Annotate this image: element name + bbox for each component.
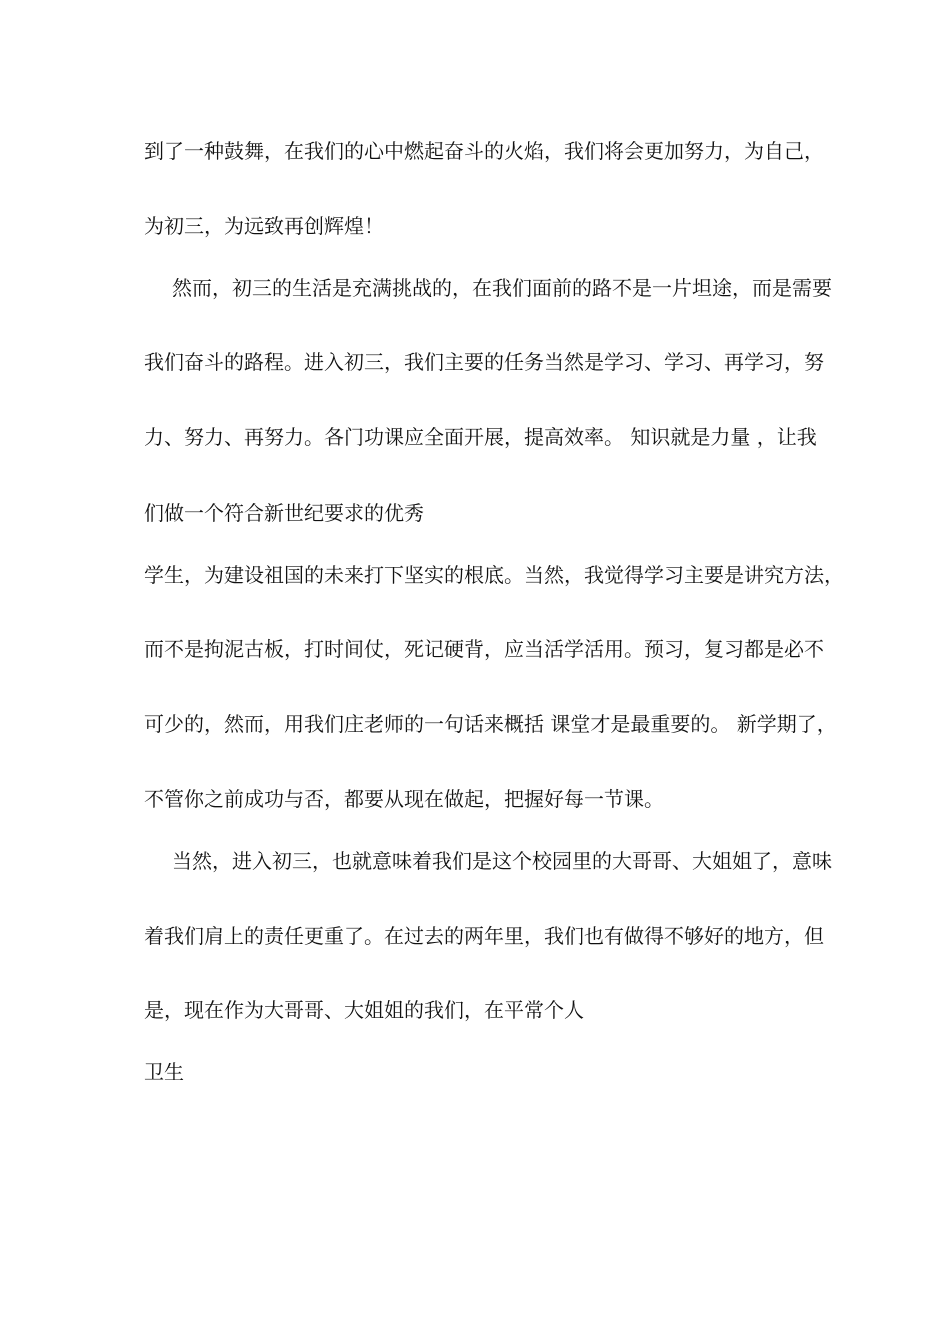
text-line-2: 为初三，为远致再创辉煌！ [144,214,384,238]
text-line-9: 可少的，然而，用我们庄老师的一句话来概括 课堂才是最重要的。 新学期了， [144,712,837,736]
text-line-1: 到了一种鼓舞，在我们的心中燃起奋斗的火焰，我们将会更加努力，为自己， [144,139,824,163]
text-line-8: 而不是拘泥古板，打时间仗，死记硬背，应当活学活用。预习，复习都是必不 [144,637,824,661]
text-line-14: 卫生 [144,1060,184,1084]
text-line-13: 是，现在作为大哥哥、大姐姐的我们，在平常个人 [144,998,584,1022]
paragraph-start-line-11: 当然，进入初三，也就意味着我们是这个校园里的大哥哥、大姐姐了，意味 [172,849,832,873]
text-line-6: 们做一个符合新世纪要求的优秀 [144,501,424,525]
text-line-12: 着我们肩上的责任更重了。在过去的两年里，我们也有做得不够好的地方，但 [144,924,824,948]
text-line-5: 力、努力、再努力。各门功课应全面开展，提高效率。 知识就是力量 ，让我 [144,425,817,449]
paragraph-start-line-3: 然而，初三的生活是充满挑战的，在我们面前的路不是一片坦途，而是需要 [172,276,832,300]
text-line-4: 我们奋斗的路程。进入初三，我们主要的任务当然是学习、学习、再学习，努 [144,350,824,374]
text-line-7: 学生，为建设祖国的未来打下坚实的根底。当然，我觉得学习主要是讲究方法， [144,563,844,587]
text-line-10: 不管你之前成功与否，都要从现在做起，把握好每一节课。 [144,787,664,811]
